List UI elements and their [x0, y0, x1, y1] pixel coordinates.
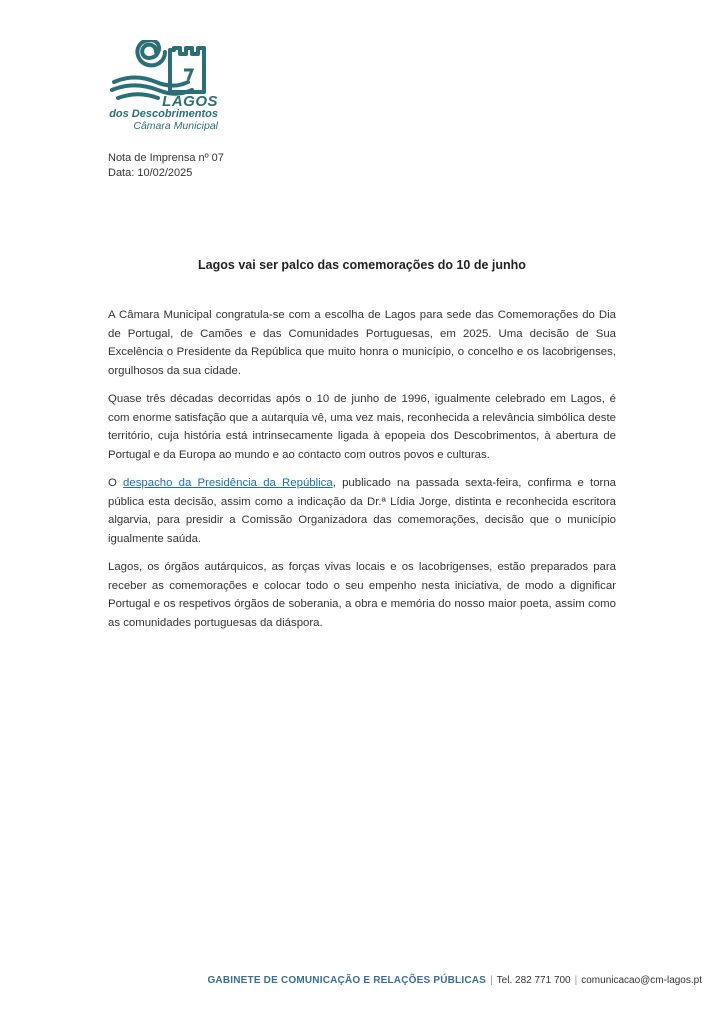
paragraph-3 — [108, 474, 616, 548]
paragraph-4: Lagos, os órgãos autárquicos, as forças vivas locais e os lacobrigenses, estão preparados para receber as comemorações e colocar todo o seu empenho nesta iniciativa, de modo a dignificar Portugal e os respetivos órgãos de soberania, a obra e memória do nosso maior poeta, assim como as comunidades portuguesas da diáspora. — [108, 561, 616, 629]
paragraph-2: Quase três décadas decorridas após o 10 de junho de 1996, igualmente celebrado em Lagos, é com enorme satisfação que a autarquia vê, uma vez mais, reconhecida a relevância simbólica deste território, cuja história está intrinsecamente ligada à epopeia dos Descobrimentos, à abertura de Portugal e da Europa ao mundo e ao contacto com outros povos e culturas. — [108, 393, 616, 461]
logo-subtitle: Câmara Municipal — [133, 120, 218, 132]
paragraph-3-end: , publicado na passada sexta-feira, confirma e torna pública esta decisão, assim como a indicação da Dr.ª Lídia Jorge, distinta e reconhecida escritora algarvia, para presidir a Comissão Organizadora das comemorações, decisão que o município igualmente saúda. — [108, 477, 616, 545]
despacho-link[interactable]: despacho da Presidência da República — [123, 477, 333, 489]
press-note-number: Nota de Imprensa nº 07 — [108, 152, 224, 164]
press-body — [108, 306, 616, 642]
footer-phone: Tel. 282 771 700 — [496, 975, 571, 986]
logo-name: LAGOS — [162, 93, 218, 110]
footer-separator: | — [490, 975, 493, 986]
logo-tagline: dos Descobrimentos — [109, 108, 218, 120]
footer-separator: | — [574, 975, 578, 986]
paragraph-3-start: O — [108, 477, 124, 489]
footer-department: GABINETE DE COMUNICAÇÃO E RELAÇÕES PÚBLICAS — [207, 975, 487, 986]
paragraph-1: A Câmara Municipal congratula-se com a escolha de Lagos para sede das Comemorações do Dia de Portugal, de Camões e das Comunidades Portuguesas, em 2025. Uma decisão de Sua Excelência o Presidente da República que muito honra o município, o concelho e os lacobrigenses, orgulhosos da sua cidade. — [108, 309, 616, 377]
page-title: Lagos vai ser palco das comemorações do 10 de junho — [198, 258, 526, 272]
press-meta — [108, 151, 224, 181]
press-date: Data: 10/02/2025 — [108, 167, 193, 179]
page-footer — [108, 975, 702, 986]
footer-email: comunicacao@cm-lagos.pt — [581, 975, 702, 986]
logo-text — [108, 94, 218, 132]
